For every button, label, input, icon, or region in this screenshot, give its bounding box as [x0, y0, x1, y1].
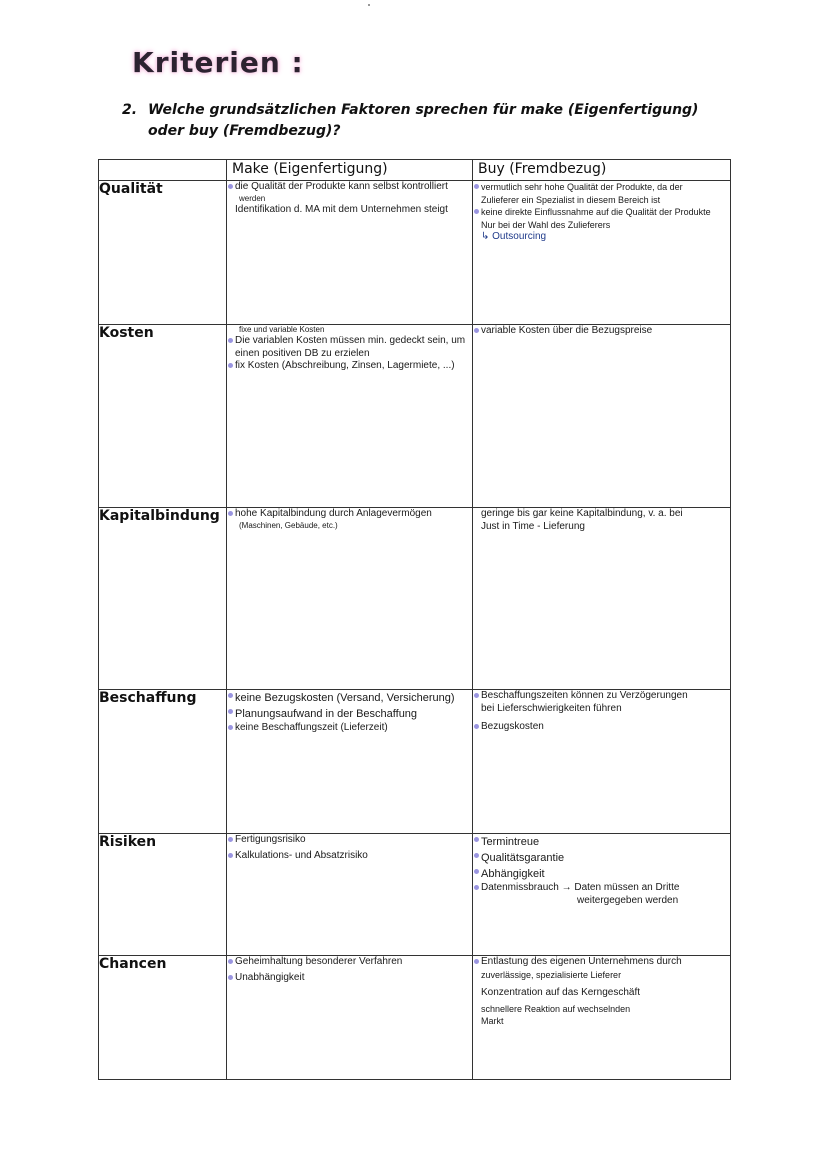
- list-item: fixe und variable Kosten: [239, 325, 325, 334]
- list-item-continuation: Markt: [481, 1016, 504, 1026]
- list-item: variable Kosten über die Bezugspreise: [473, 325, 730, 338]
- buy-cell: [473, 508, 731, 690]
- list-item: Bezugskosten: [473, 721, 730, 734]
- table-row-kapitalbindung: [99, 508, 731, 690]
- list-item: Kalkulations- und Absatzrisiko: [227, 850, 472, 863]
- row-label: Risiken: [99, 834, 227, 956]
- list-item: fix Kosten (Abschreibung, Zinsen, Lagermiete, ...): [227, 360, 472, 373]
- list-item-continuation: einen positiven DB zu erzielen: [235, 347, 370, 359]
- list-item: die Qualität der Produkte kann selbst kontrolliert: [227, 181, 472, 194]
- list-item: Entlastung des eigenen Unternehmens durch: [473, 956, 730, 969]
- list-item: Die variablen Kosten müssen min. gedeckt sein, um: [227, 335, 472, 348]
- question-number: 2.: [122, 102, 138, 118]
- table-row-risiken: [99, 834, 731, 956]
- row-label: Qualität: [99, 181, 227, 325]
- buy-cell: [473, 956, 731, 1080]
- list-item-continuation: (Maschinen, Gebäude, etc.): [239, 520, 338, 530]
- list-item-continuation: Just in Time - Lieferung: [481, 520, 585, 532]
- make-cell: [227, 325, 473, 508]
- table-row-chancen: [99, 956, 731, 1080]
- list-item-continuation: werden: [239, 193, 266, 203]
- make-cell: [227, 956, 473, 1080]
- list-item: keine direkte Einflussnahme auf die Qualität der Produkte: [473, 206, 730, 219]
- list-item: Abhängigkeit: [473, 866, 730, 882]
- list-item-continuation: Nur bei der Wahl des Zulieferers: [481, 219, 611, 230]
- list-item: schnellere Reaktion auf wechselnden: [481, 1003, 631, 1014]
- row-label: Kosten: [99, 325, 227, 508]
- buy-cell: [473, 690, 731, 834]
- table-row-kosten: [99, 325, 731, 508]
- make-cell: [227, 508, 473, 690]
- list-item: keine Beschaffungszeit (Lieferzeit): [227, 722, 472, 735]
- row-label: Kapitalbindung: [99, 508, 227, 690]
- outsourcing-note: ↳ Outsourcing: [481, 231, 547, 242]
- make-cell: [227, 690, 473, 834]
- list-item: keine Bezugskosten (Versand, Versicherung): [227, 690, 472, 706]
- list-item-continuation: bei Lieferschwierigkeiten führen: [481, 702, 622, 714]
- list-item: geringe bis gar keine Kapitalbindung, v. a. bei: [481, 508, 683, 519]
- buy-cell: [473, 181, 731, 325]
- row-label: Beschaffung: [99, 690, 227, 834]
- criteria-table: [98, 159, 731, 1080]
- list-item: Planungsaufwand in der Beschaffung: [227, 706, 472, 722]
- page-heading: Kriterien :: [132, 46, 304, 79]
- question: [122, 100, 722, 142]
- question-text: Welche grundsätzlichen Faktoren sprechen für make (Eigenfertigung) oder buy (Fremdbezug)?: [148, 102, 699, 139]
- header-criterion: [99, 160, 227, 181]
- list-item: Unabhängigkeit: [227, 972, 472, 985]
- list-item: Identifikation d. MA mit dem Unternehmen steigt: [235, 203, 448, 215]
- list-item: Geheimhaltung besonderer Verfahren: [227, 956, 472, 969]
- list-item: Datenmissbrauch → Daten müssen an Dritte: [473, 882, 730, 895]
- table-header-row: [99, 160, 731, 181]
- list-item-continuation: weitergegeben werden: [577, 894, 679, 906]
- list-item: Fertigungsrisiko: [227, 834, 472, 847]
- list-item-continuation: Zulieferer ein Spezialist in diesem Bereich ist: [481, 194, 661, 205]
- list-item: Qualitätsgarantie: [473, 850, 730, 866]
- list-item: Konzentration auf das Kerngeschäft: [481, 987, 640, 998]
- list-item: hohe Kapitalbindung durch Anlagevermögen: [227, 508, 472, 521]
- make-cell: [227, 181, 473, 325]
- list-item: Termintreue: [473, 834, 730, 850]
- header-make: Make (Eigenfertigung): [227, 160, 473, 181]
- table-row-beschaffung: [99, 690, 731, 834]
- list-item: Beschaffungszeiten können zu Verzögerungen: [473, 690, 730, 703]
- list-item: vermutlich sehr hohe Qualität der Produkte, da der: [473, 181, 730, 194]
- buy-cell: [473, 325, 731, 508]
- list-item-continuation: zuverlässige, spezialisierte Lieferer: [481, 969, 622, 980]
- scan-dot: [368, 4, 370, 6]
- table-row-qualitaet: [99, 181, 731, 325]
- row-label: Chancen: [99, 956, 227, 1080]
- make-cell: [227, 834, 473, 956]
- buy-cell: [473, 834, 731, 956]
- header-buy: Buy (Fremdbezug): [473, 160, 731, 181]
